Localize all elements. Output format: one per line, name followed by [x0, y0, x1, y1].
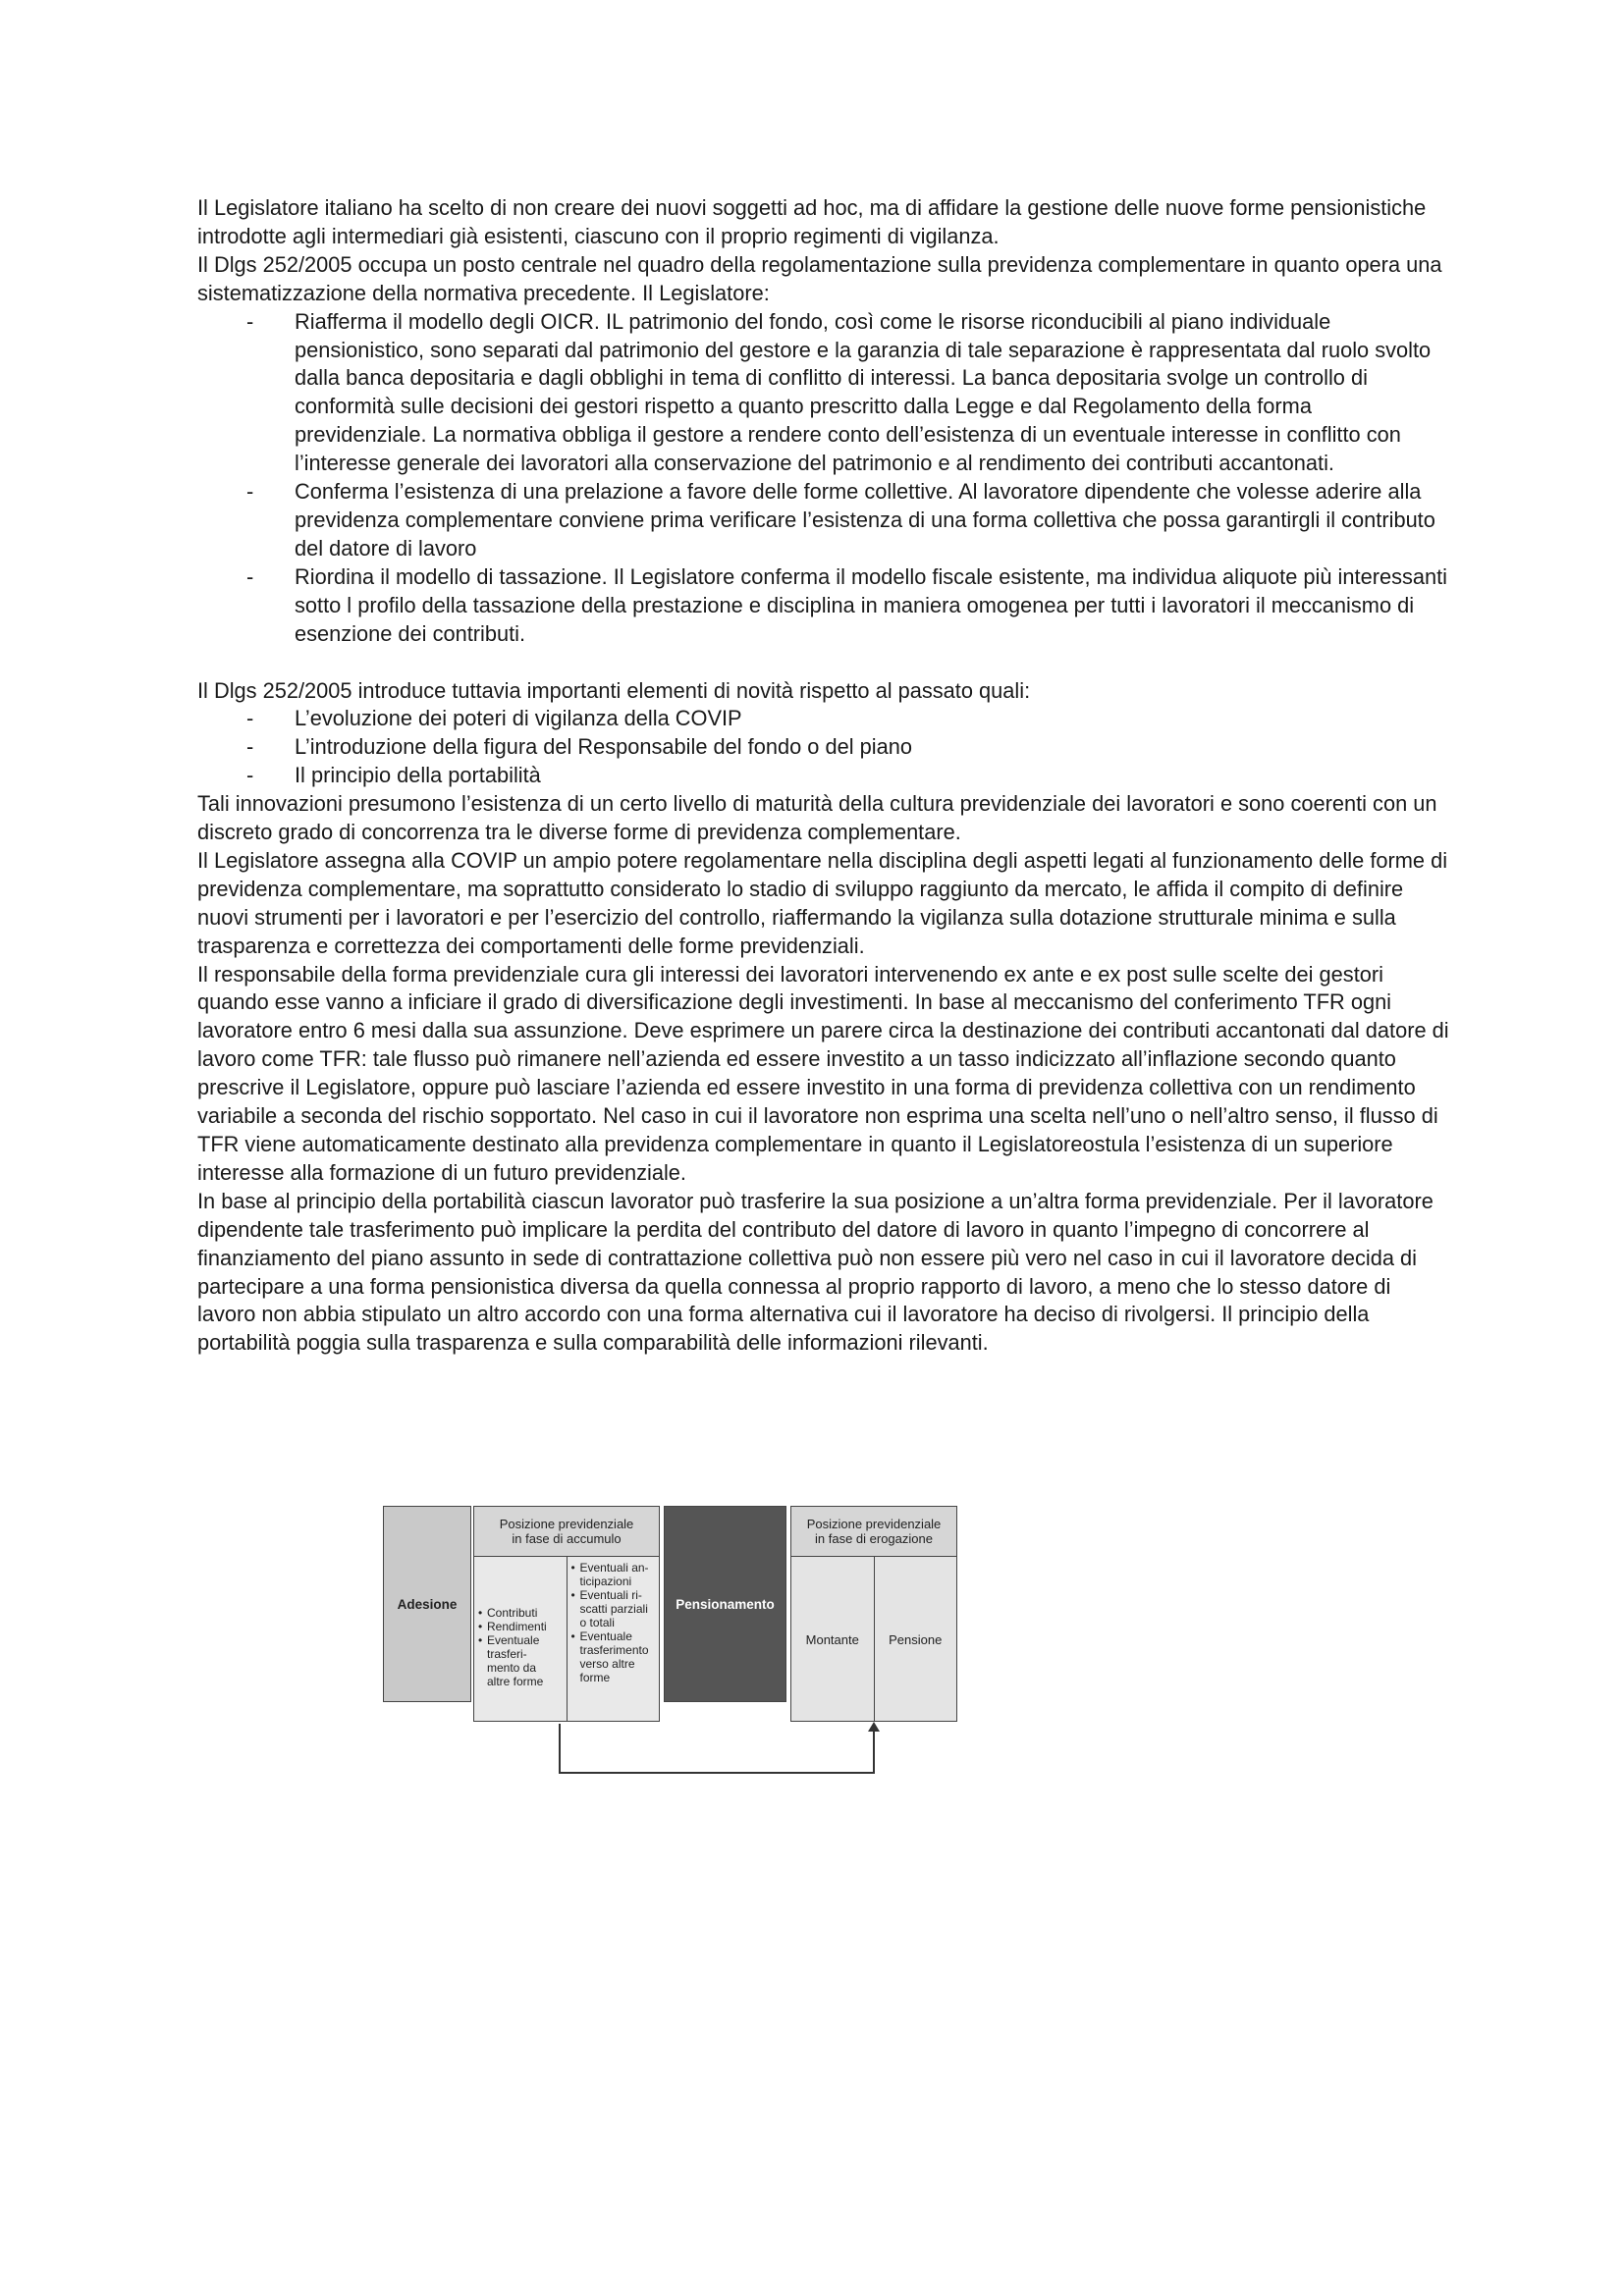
paragraph-intro-2: Il Dlgs 252/2005 occupa un posto centrale nel quadro della regolamentazione sulla previdenza complementare in quanto opera una sistematizzazione della normativa precedente. Il Legislatore: [197, 251, 1442, 305]
list-item: - Il principio della portabilità [197, 762, 1449, 790]
list-item: - L’evoluzione dei poteri di vigilanza della COVIP [197, 705, 1449, 733]
pensionamento-box [664, 1506, 786, 1702]
erogazione-header [791, 1507, 956, 1557]
list-item: • Contributi [478, 1606, 563, 1620]
legislator-list [197, 308, 1449, 649]
paragraph-novelty-lead: Il Dlgs 252/2005 introduce tuttavia importanti elementi di novità rispetto al passato quali: [197, 677, 1031, 703]
montante-cell: Montante [805, 1631, 859, 1647]
paragraph-covip: Il Legislatore assegna alla COVIP un ampio potere regolamentare nella disciplina degli aspetti legati al funzionamento delle forme di previdenza complementare, ma soprattutto considerato lo stadio di sviluppo raggiunto da mercato, le affida il compito di definire nuovi strumenti per i lavoratori e per l’esercizio del controllo, riaffermando la vigilanza sulla dotazione strutturale minima e sulla trasparenza e correttezza dei comportamenti delle forme previdenziali. [197, 847, 1448, 958]
list-item: - Riordina il modello di tassazione. Il Legislatore conferma il modello fiscale esistente, ma individua aliquote più interessanti sotto l profilo della tassazione della prestazione e disciplina in maniera omogenea per tutti i lavoratori il meccanismo di esenzione dei contributi. [197, 563, 1449, 649]
list-item: • Rendimenti [478, 1620, 563, 1633]
accumulo-title-line-2: in fase di accumulo [512, 1531, 622, 1546]
list-item: - Riafferma il modello degli OICR. IL patrimonio del fondo, così come le risorse riconducibili al piano individuale pensionistico, sono separati dal patrimonio del gestore e la garanzia di tale separazione è rappresentata dal ruolo svolto dalla banca depositaria e dagli obblighi in tema di conflitto di interessi. La banca depositaria svolge un controllo di conformità sulle decisioni dei gestori rispetto a quanto prescritto dalla Legge e dal Regolamento della forma previdenziale. La normativa obbliga il gestore a rendere conto dell’esistenza di un eventuale interesse in conflitto con l’interesse generale dei lavoratori alla conservazione del patrimonio e al rendimento dei contributi accantonati. [197, 308, 1449, 478]
list-item: • Eventuale trasferimento verso altre forme [571, 1629, 656, 1684]
paragraph-intro-1: Il Legislatore italiano ha scelto di non creare dei nuovi soggetti ad hoc, ma di affidare la gestione delle nuove forme pensionistiche introdotte agli intermediari già esistenti, ciascuno con il proprio regimenti di vigilanza. [197, 195, 1427, 248]
pensione-cell: Pensione [874, 1557, 957, 1722]
list-item: • Eventuale trasferi- mento da altre forme [478, 1633, 563, 1688]
accumulo-title-line-1: Posizione previdenziale [499, 1517, 634, 1531]
list-item: - L’introduzione della figura del Responsabile del fondo o del piano [197, 733, 1449, 762]
adesione-box [383, 1506, 471, 1702]
paragraph-responsabile: Il responsabile della forma previdenziale cura gli interessi dei lavoratori intervenendo ex ante e ex post sulle scelte dei gestori quando esse vanno a inficiare il grado di diversificazione degli investimenti. In base al meccanismo del conferimento TFR ogni lavoratore entro 6 mesi dalla sua assunzione. Deve esprimere un parere circa la destinazione dei contributi accantonati dal datore di lavoro come TFR: tale flusso può rimanere nell’azienda ed essere investito a un tasso indicizzato all’inflazione secondo quanto prescrive il Legislatore, oppure può lasciare l’azienda ed essere investito in una forma di previdenza collettiva con un rendimento variabile a seconda del rischio sopportato. Nel caso in cui il lavoratore non esprima una scelta nell’uno o nell’altro senso, il flusso di TFR viene automaticamente destinato alla previdenza complementare in quanto il Legislatoreostula l’esistenza di un superiore interesse alla formazione di un futuro previdenziale. [197, 961, 1449, 1185]
accumulo-header [474, 1507, 659, 1557]
erogazione-title-line-2: in fase di erogazione [815, 1531, 933, 1546]
pension-phase-diagram [368, 1484, 977, 1789]
list-item: • Eventuali ri- scatti parziali o totali [571, 1588, 656, 1629]
novelty-list [197, 705, 1449, 790]
spacer [197, 649, 1449, 677]
erogazione-title-line-1: Posizione previdenziale [806, 1517, 942, 1531]
accumulo-outflows [567, 1557, 660, 1722]
list-item: - Conferma l’esistenza di una prelazione a favore delle forme collettive. Al lavoratore dipendente che volesse aderire alla previdenza complementare conviene prima verificare l’esistenza di una forma collettiva che possa garantirgli il contributo del datore di lavoro [197, 478, 1449, 563]
erogazione-box [790, 1506, 957, 1722]
list-item: • Eventuali an- ticipazioni [571, 1561, 656, 1588]
document-body [197, 194, 1449, 1358]
accumulo-inflows [474, 1557, 567, 1722]
adesione-label: Adesione [397, 1596, 458, 1612]
paragraph-portabilita: In base al principio della portabilità ciascun lavorator può trasferire la sua posizione a un’altra forma previdenziale. Per il lavoratore dipendente tale trasferimento può implicare la perdita del contributo del datore di lavoro in quanto l’impegno di concorrere al finanziamento del piano assunto in sede di contrattazione collettiva può non essere più vero nel caso in cui il lavoratore decida di partecipare a una forma pensionistica diversa da quella connessa al proprio rapporto di lavoro, a meno che lo stesso datore di lavoro non abbia stipulato un altro accordo con una forma alternativa cui il lavoratore ha deciso di rivolgersi. Il principio della portabilità poggia sulla trasparenza e sulla comparabilità delle informazioni rilevanti. [197, 1188, 1434, 1356]
pensionamento-label: Pensionamento [676, 1596, 775, 1612]
paragraph-innovations: Tali innovazioni presumono l’esistenza di un certo livello di maturità della cultura previdenziale dei lavoratori e sono coerenti con un discreto grado di concorrenza tra le diverse forme di previdenza complementare. [197, 791, 1437, 845]
accumulo-box [473, 1506, 660, 1722]
